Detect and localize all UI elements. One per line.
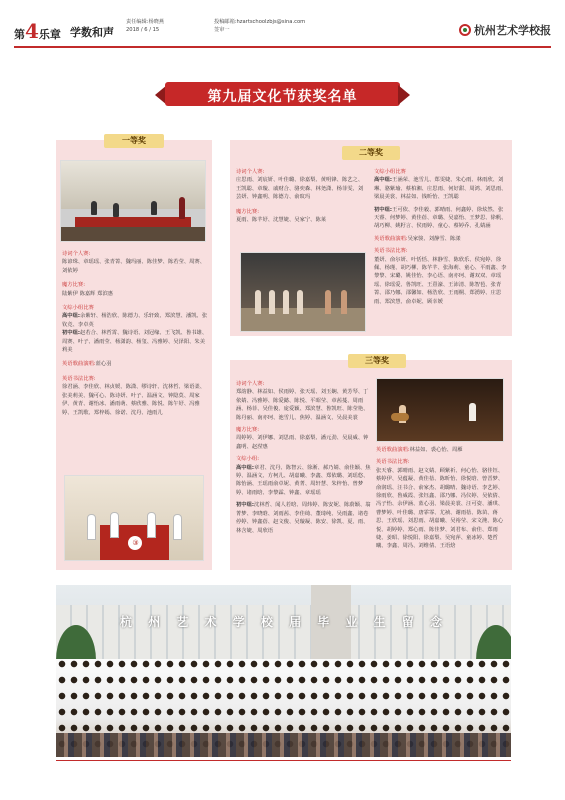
first-prize-label: 一等奖 [104, 134, 164, 148]
page-number: 第4乐章 [14, 19, 61, 43]
speech-contest-photo: ③ [64, 475, 204, 561]
second-prize-panel [230, 140, 512, 336]
paper-brand [459, 22, 551, 38]
second-prize-label: 二等奖 [342, 146, 400, 160]
section-name: 学数和声 [70, 26, 114, 39]
paper-name: 杭州艺术学校报 [474, 24, 551, 37]
newspaper-header [14, 8, 551, 48]
page-title: 第九届文化节获奖名单 [207, 89, 358, 105]
footer-divider [56, 760, 511, 761]
third-prize-panel [230, 356, 512, 570]
editor-info: 责任编辑:杨晓燕 2018 / 6 / 15 [126, 19, 165, 33]
third-prize-lists-left: 诗词个人赛: 郑韵静、林益如、侯雨婷、张天瑶、刘玉娴、黄芳琴、丁依婧、冯雅婷、陈爱懿、陈悦、平昭莹、章茜蔓、周雨涵、杨菲、吴佳俊、庞爱颖、郑滨慧、鲁凯旺、陈莹艳、陈丹丽、南亦珂、池雪儿、焦婷、温涵文、吴晨美裳 魔方比赛: 周婷婷、刘伊娜、刘思雨、徐嘉梨、潘元劲、吴晨威、钟鑫明、赵滢惠 文综小组: 高中组:章君、沈丹、陈智云、徐淅、郝乃婧、俞佳颖、焦婷、温涵文、方柯儿、胡嘉曦、李鑫、郑依璐、刘瑶悠、陈怡涵、王瑶雨俞卓妮、黄菁、周轩慧、朱梓怡、曾梦婷、诸雨晗、李黎霖、钟鑫、章瑶瑶 初中组:沈林哲、闻人若晗、周炜婷、陈安妮、陈蔚颖、翁菁梦、李晓晗、刘雨茜、李佳绮、董琦纯、吴雨鑫、诸卷停婷、钟鑫蓓、赵文俊、吴璇凝、陈安、徐凯、夏、雨、林含婕、周欣语 [236, 381, 371, 534]
singing-performance-photo [376, 378, 504, 442]
second-prize-lists-right: 文综小组比赛 高中组:王涵荣、池雪儿、郑雯婕、朱心雨、林雨欣、刘琳、骆紫瑜、蔡柏湘、庄思雨、何好甜、周鸿、刘思雨、梁晨美裳、林益如、钱昕怡、王凯聪 初中组:王可依、李佳毅、郭晴雨、何鑫婷、徐炫然、张天睿、何梦婷、黄佳蓓、章璐、吴嘉怡、王梦思、徐帆、胡巧柳、姚籽言、侯雨婷、童心、蔡婷乔、孔婧涵 英语歌曲演唱:吴家骏、刘静雪、陈漾 英语书法比赛: 董妍、俞尔妍、叶恬恬、林静雪、陈欣乐、侯宛婷、徐佩、杨瑾、胡巧柳、陈芊芊、张海莉、童心、平雨鑫、李黎黎、宋璐、姚佳怡、李心语、南亦珂、谢双双、章瑶瑶、徐瑶爱、鲁凯旺、王熹濠、王沛清、陈智苞、张青箐、邵乃娜、邵馨如、杨浩欣、王雨桐、郑湧婷、庄思雨、郑滨慧、俞卓妮、顾幸媛 [374, 169, 507, 305]
graduation-banner-text: 杭 州 艺 术 学 校 届 毕 业 生 留 念 [120, 615, 448, 629]
third-prize-label: 三等奖 [348, 354, 406, 368]
first-prize-panel [56, 136, 212, 570]
second-prize-lists-left: 诗词个人赛: 庄思雨、刘宸妍、叶佳璐、徐嘉梨、黄明锋、陈艺之、王凯聪、章璇、戚财合、骆奕森、林尧潇、杨菲雯、刘芸妍、钟鑫明、陈德力、俞旼玛 魔方比赛: 夏雨、陈芊妤、沈慧婕、吴家宁、陈莱 [236, 169, 364, 224]
dance-performance-photo [240, 252, 366, 332]
recitation-stage-photo [60, 160, 206, 242]
school-logo-icon [459, 24, 471, 36]
title-banner [165, 77, 400, 111]
graduation-group-photo [56, 585, 511, 757]
submission-info: 投稿邮箱:hzartschoolzbjs@sina.com 签审一 [214, 19, 306, 33]
third-prize-lists-right: 英语歌曲演唱:林益如、裘心怡、周雁 英语书法比赛: 张天睿、郭晴雨、赵文婧、顾紫祈、何心怡、骆佳钰、蔡婷伊、吴蕴凝、黄佳蓓、陈昕怡、徐悦晗、曾晋梦、俞润瑶、汪书合、俞家杰、胡璐晴、魏诗语、李艺婷、徐雨欣、鲁威霞、张钰鑫、邵乃娜、冯仪婷、吴依倩、冯子怡、余伊涵、蓝心羽、梁晨美裳、汪可姿、潘琪、曹梦婷、叶佳璐、唐霏霏、尤祯、谢雨蓓、陈苗、蒋思、王欣瑶、刘思雨、胡嘉曦、吴裕莹、宋文滟、陈心悦、胡婷婷、郑心雨、陈佳梦、刘君布、俞佳、郑雨婕、姜昭、徐悦阳、徐嘉梨、吴宛萍、童冰婷、楚哲曦、李鑫、周冯、刘维倩、王语焓 [376, 447, 504, 550]
first-prize-lists: 诗词个人赛: 陈谚珠、章瑶瑶、张青箐、魏玛丽、陈佳梦、陈若莹、周赛、刘依婷 魔方比赛: 陆紫伊 陈嘉辉 郑滨惠 文综小组比赛 高中组:余紫轩、杨浩欣、陈德力、乐轩致、郑滨慧、潘凯、张钦竞、李卓英 初中组:赵若合、林哲霄、魏诗语、刘冠缘、王飞凯、鲁书雄、周赛、叶子、潘雨莹、杨潇韵、杨玺、冯雅婷、吴泽阳、朱美莉美 英语歌曲演唱:蓝心羽 英语书法比赛: 徐君涵、李佳欣、林贞媛、陈潇、缪诗轩、沈林哲、梁语柔、张美莉美、魏可心、陈诗妍、叶子、温涵文、钟隐莫、周家伊、黄青、谢怡冰、潘雨萌、蔡欣雅、陈悦、陈午妤、冯雅婷、王凯歌、郑梓嫣、徐诺、沈丹、池雨儿 [62, 251, 208, 416]
